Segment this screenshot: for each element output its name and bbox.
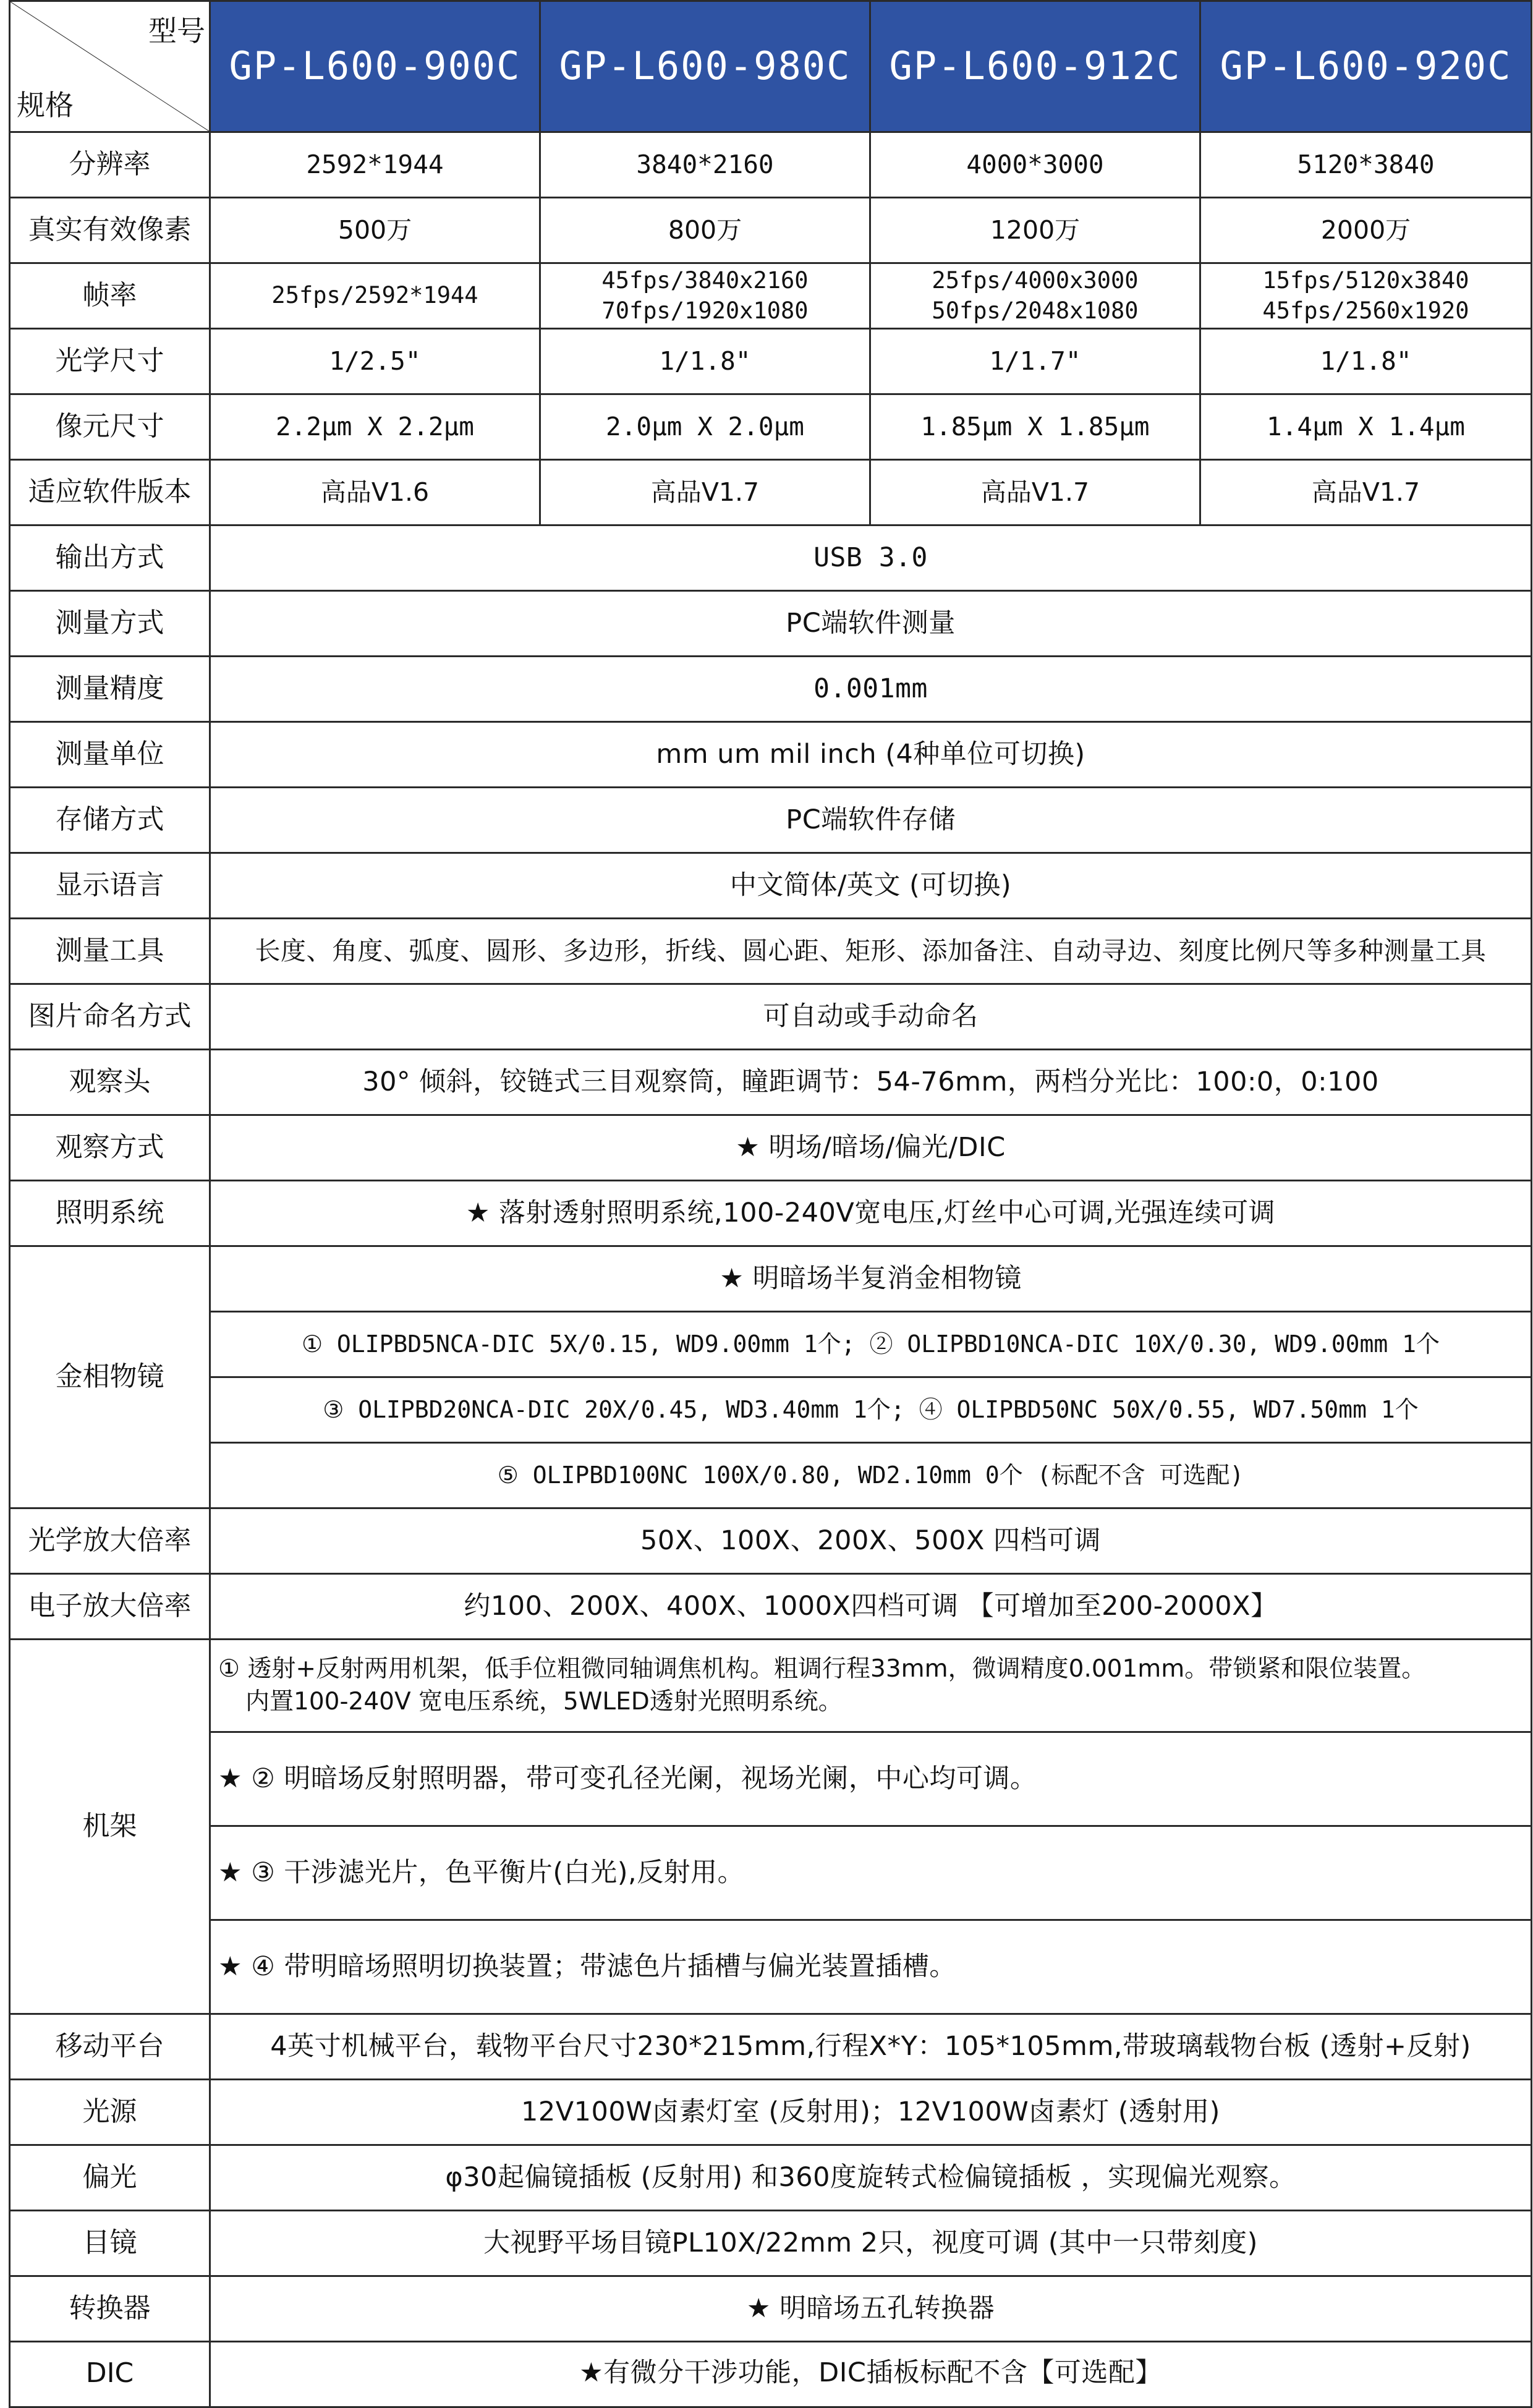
row-label: 图片命名方式 [10,984,210,1050]
frame-item-line: ① 透射+反射两用机架，低手位粗微同轴调焦机构。粗调行程33mm，微调精度0.001mm。带锁紧和限位装置。 [218,1654,1426,1683]
framerate-line: 45fps/3840x2160 [601,267,809,294]
spec-value: 3840*2160 [540,132,870,198]
spec-value: 高品V1.7 [870,460,1200,525]
model-header-3: GP-L600-912C [870,1,1200,132]
spec-value: ★ 明场/暗场/偏光/DIC [210,1115,1532,1181]
framerate-line: 45fps/2560x1920 [1262,297,1469,324]
row-label: 观察头 [10,1050,210,1115]
frame-item-line: 内置100-240V 宽电压系统，5WLED透射光照明系统。 [245,1687,843,1716]
row-label: 光学放大倍率 [10,1508,210,1574]
corner-model-label: 型号 [148,14,205,48]
row-label: 光学尺寸 [10,329,210,394]
spec-row-output [10,525,1532,591]
spec-value [870,263,1200,329]
row-label: 偏光 [10,2145,210,2211]
spec-row-frame [10,1640,1532,1732]
spec-row-illumination [10,1181,1532,1246]
row-label: 像元尺寸 [10,394,210,460]
spec-row-objective [10,1377,1532,1443]
row-label: DIC [10,2342,210,2407]
spec-value: 1200万 [870,198,1200,263]
spec-row-pixel-size [10,394,1532,460]
spec-row-frame [10,1732,1532,1826]
spec-row-observation [10,1115,1532,1181]
spec-value: 1/1.8" [540,329,870,394]
spec-value: mm um mil inch (4种单位可切换) [210,722,1532,788]
row-label: 显示语言 [10,853,210,919]
spec-row-polarizer [10,2145,1532,2211]
row-label: 照明系统 [10,1181,210,1246]
row-label: 观察方式 [10,1115,210,1181]
spec-row-optical-mag [10,1508,1532,1574]
spec-row-resolution [10,132,1532,198]
spec-row-naming [10,984,1532,1050]
row-label: 电子放大倍率 [10,1574,210,1640]
spec-row-objective [10,1246,1532,1312]
spec-value: 800万 [540,198,870,263]
spec-row-eyepiece [10,2211,1532,2276]
spec-row-measure-method [10,591,1532,657]
spec-value: 高品V1.6 [210,460,540,525]
spec-value: 2000万 [1200,198,1532,263]
spec-row-nosepiece [10,2276,1532,2342]
spec-value: PC端软件存储 [210,788,1532,853]
spec-row-software [10,460,1532,525]
spec-value: 高品V1.7 [1200,460,1532,525]
framerate-line: 15fps/5120x3840 [1262,267,1469,294]
header-corner-cell [10,1,210,132]
spec-value: 约100、200X、400X、1000X四档可调 【可增加至200-2000X】 [210,1574,1532,1640]
spec-row-frame [10,1826,1532,1920]
row-label: 帧率 [10,263,210,329]
spec-row-head [10,1050,1532,1115]
spec-value: 1.85μm X 1.85μm [870,394,1200,460]
spec-value: 1/1.7" [870,329,1200,394]
spec-value [1200,263,1532,329]
spec-value: 2.0μm X 2.0μm [540,394,870,460]
spec-value: 中文简体/英文 (可切换) [210,853,1532,919]
spec-value: 1/2.5" [210,329,540,394]
row-label: 目镜 [10,2211,210,2276]
spec-row-dic [10,2342,1532,2407]
row-label: 移动平台 [10,2014,210,2080]
row-label: 分辨率 [10,132,210,198]
spec-row-framerate [10,263,1532,329]
row-label: 测量单位 [10,722,210,788]
spec-value: 4英寸机械平台，载物平台尺寸230*215mm,行程X*Y：105*105mm,带玻璃载物台板 (透射+反射) [210,2014,1532,2080]
spec-row-language [10,853,1532,919]
frame-item [210,1640,1532,1732]
model-header-2: GP-L600-980C [540,1,870,132]
row-label: 光源 [10,2080,210,2145]
model-header-4: GP-L600-920C [1200,1,1532,132]
spec-value [210,263,540,329]
spec-row-precision [10,657,1532,722]
objective-line: ⑤ OLIPBD100NC 100X/0.80, WD2.10mm 0个 (标配不含 可选配) [210,1443,1532,1508]
spec-value: 长度、角度、弧度、圆形、多边形，折线、圆心距、矩形、添加备注、自动寻边、刻度比例尺等多种测量工具 [210,919,1532,984]
spec-value: 0.001mm [210,657,1532,722]
spec-row-stage [10,2014,1532,2080]
framerate-line: 70fps/1920x1080 [601,297,809,324]
model-header-1: GP-L600-900C [210,1,540,132]
spec-row-units [10,722,1532,788]
spec-value: 4000*3000 [870,132,1200,198]
frame-item: ★ ③ 干涉滤光片，色平衡片(白光),反射用。 [210,1826,1532,1920]
row-label: 测量精度 [10,657,210,722]
spec-value [540,263,870,329]
row-label: 存储方式 [10,788,210,853]
framerate-line: 25fps/2592*1944 [271,282,478,309]
spec-value: 1.4μm X 1.4μm [1200,394,1532,460]
spec-row-frame [10,1920,1532,2014]
spec-value: 可自动或手动命名 [210,984,1532,1050]
row-label: 转换器 [10,2276,210,2342]
spec-value: USB 3.0 [210,525,1532,591]
framerate-line: 25fps/4000x3000 [932,267,1139,294]
spec-table [9,0,1532,2408]
spec-value: ★ 落射透射照明系统,100-240V宽电压,灯丝中心可调,光强连续可调 [210,1181,1532,1246]
spec-row-digital-mag [10,1574,1532,1640]
objective-line: ③ OLIPBD20NCA-DIC 20X/0.45, WD3.40mm 1个; ④ OLIPBD50NC 50X/0.55, WD7.50mm 1个 [210,1377,1532,1443]
spec-value: 2592*1944 [210,132,540,198]
spec-value: 5120*3840 [1200,132,1532,198]
row-label: 真实有效像素 [10,198,210,263]
objective-line: ① OLIPBD5NCA-DIC 5X/0.15, WD9.00mm 1个; ② OLIPBD10NCA-DIC 10X/0.30, WD9.00mm 1个 [210,1312,1532,1377]
row-label: 测量工具 [10,919,210,984]
spec-value: 大视野平场目镜PL10X/22mm 2只，视度可调 (其中一只带刻度) [210,2211,1532,2276]
row-label: 机架 [10,1640,210,2014]
spec-value: 2.2μm X 2.2μm [210,394,540,460]
spec-row-light-source [10,2080,1532,2145]
spec-value: φ30起偏镜插板 (反射用) 和360度旋转式检偏镜插板 ，实现偏光观察。 [210,2145,1532,2211]
spec-value: 500万 [210,198,540,263]
spec-row-tools [10,919,1532,984]
spec-row-storage [10,788,1532,853]
spec-value: PC端软件测量 [210,591,1532,657]
spec-row-objective [10,1443,1532,1508]
corner-spec-label: 规格 [17,88,74,122]
row-label: 金相物镜 [10,1246,210,1508]
spec-value: ★有微分干涉功能，DIC插板标配不含【可选配】 [210,2342,1532,2407]
row-label: 输出方式 [10,525,210,591]
framerate-line: 50fps/2048x1080 [932,297,1139,324]
spec-value: 1/1.8" [1200,329,1532,394]
row-label: 测量方式 [10,591,210,657]
header-row [10,1,1532,132]
spec-value: 30° 倾斜，铰链式三目观察筒，瞳距调节：54-76mm，两档分光比：100:0，0:100 [210,1050,1532,1115]
frame-item: ★ ② 明暗场反射照明器，带可变孔径光阑，视场光阑，中心均可调。 [210,1732,1532,1826]
spec-value: 12V100W卤素灯室 (反射用)；12V100W卤素灯 (透射用) [210,2080,1532,2145]
frame-item: ★ ④ 带明暗场照明切换装置；带滤色片插槽与偏光装置插槽。 [210,1920,1532,2014]
spec-value: ★ 明暗场五孔转换器 [210,2276,1532,2342]
spec-value: 50X、100X、200X、500X 四档可调 [210,1508,1532,1574]
spec-value: 高品V1.7 [540,460,870,525]
spec-row-optical-size [10,329,1532,394]
spec-row-pixels [10,198,1532,263]
row-label: 适应软件版本 [10,460,210,525]
spec-row-objective [10,1312,1532,1377]
objective-line: ★ 明暗场半复消金相物镜 [210,1246,1532,1312]
